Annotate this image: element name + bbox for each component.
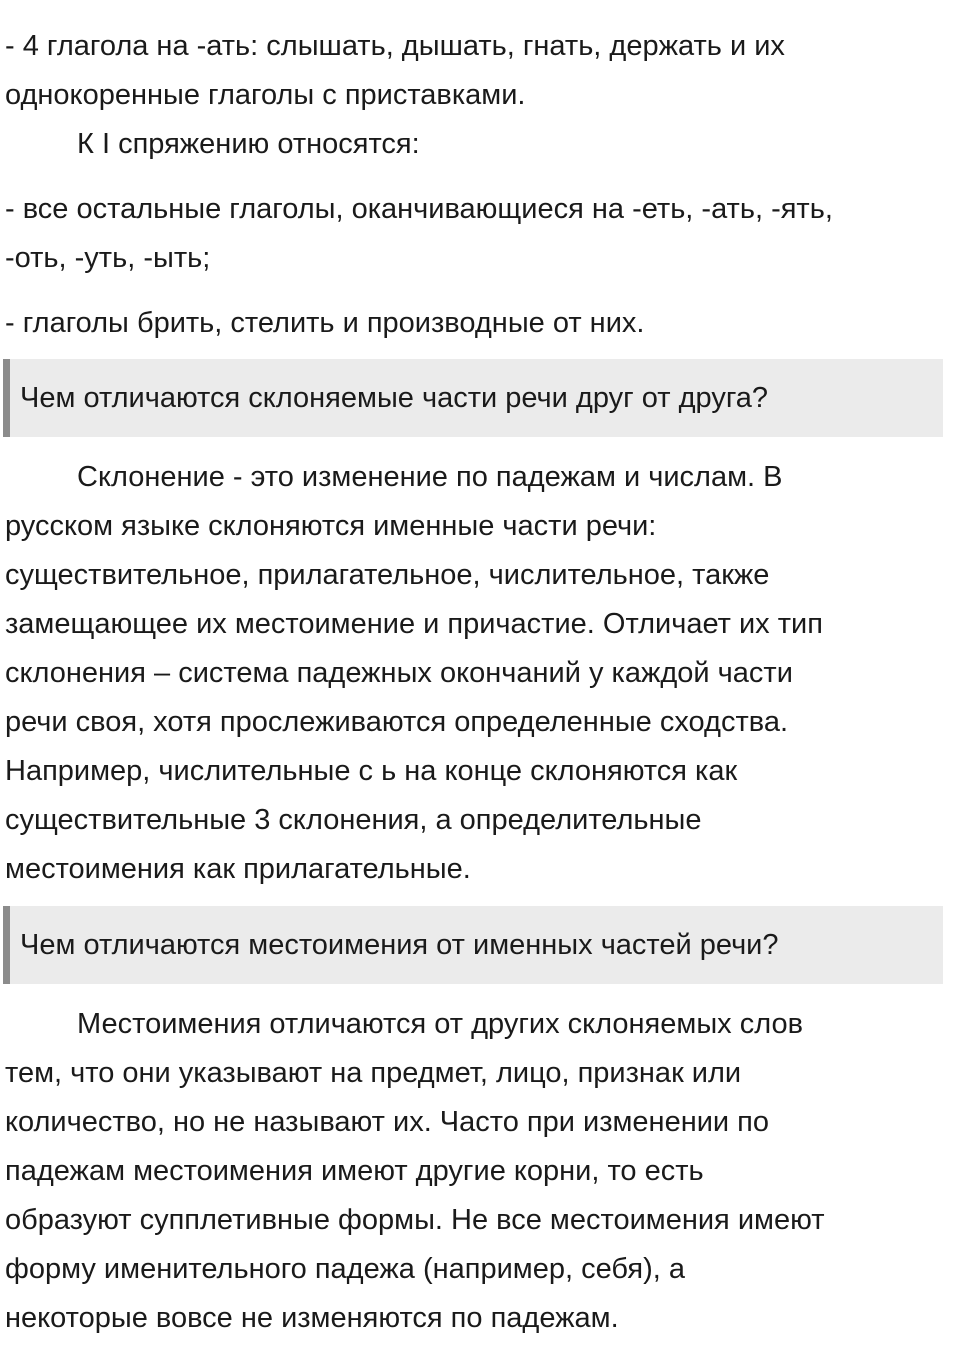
paragraph-first-conjugation-exceptions: - глаголы брить, стелить и производные от них. bbox=[5, 307, 645, 339]
document-page bbox=[5, 0, 950, 1343]
paragraph-first-conjugation-rest: - все остальные глаголы, оканчивающиеся на -еть, -ать, -ять, -оть, -уть, -ыть; bbox=[5, 193, 833, 274]
paragraph-first-conjugation-intro: К I спряжению относятся: bbox=[77, 128, 420, 160]
paragraph-declension: Склонение - это изменение по падежам и числам. В русском языке склоняются именные части речи: существительное, прилагательное, числительное, также замещающее их местоимение и причастие. Отличает их тип склонения – система падежных окончаний у каждой части речи своя, хотя прослеживаются определенные сходства. Например, числительные с ь на конце склоняются как существительные 3 склонения, а определительные местоимения как прилагательные. bbox=[5, 461, 823, 885]
paragraph-second-conjugation-exceptions: - 4 глагола на -ать: слышать, дышать, гнать, держать и их однокоренные глаголы с приставками. bbox=[5, 30, 785, 111]
section-heading-pronouns: Чем отличаются местоимения от именных частей речи? bbox=[3, 906, 943, 984]
section-heading-declension: Чем отличаются склоняемые части речи друг от друга? bbox=[3, 359, 943, 437]
paragraph-pronouns: Местоимения отличаются от других склоняемых слов тем, что они указывают на предмет, лицо, признак или количество, но не называют их. Часто при изменении по падежам местоимения имеют другие корни, то есть образуют супплетивные формы. Не все местоимения имеют форму именительного падежа (например, себя), а некоторые вовсе не изменяются по падежам. bbox=[5, 1008, 825, 1334]
